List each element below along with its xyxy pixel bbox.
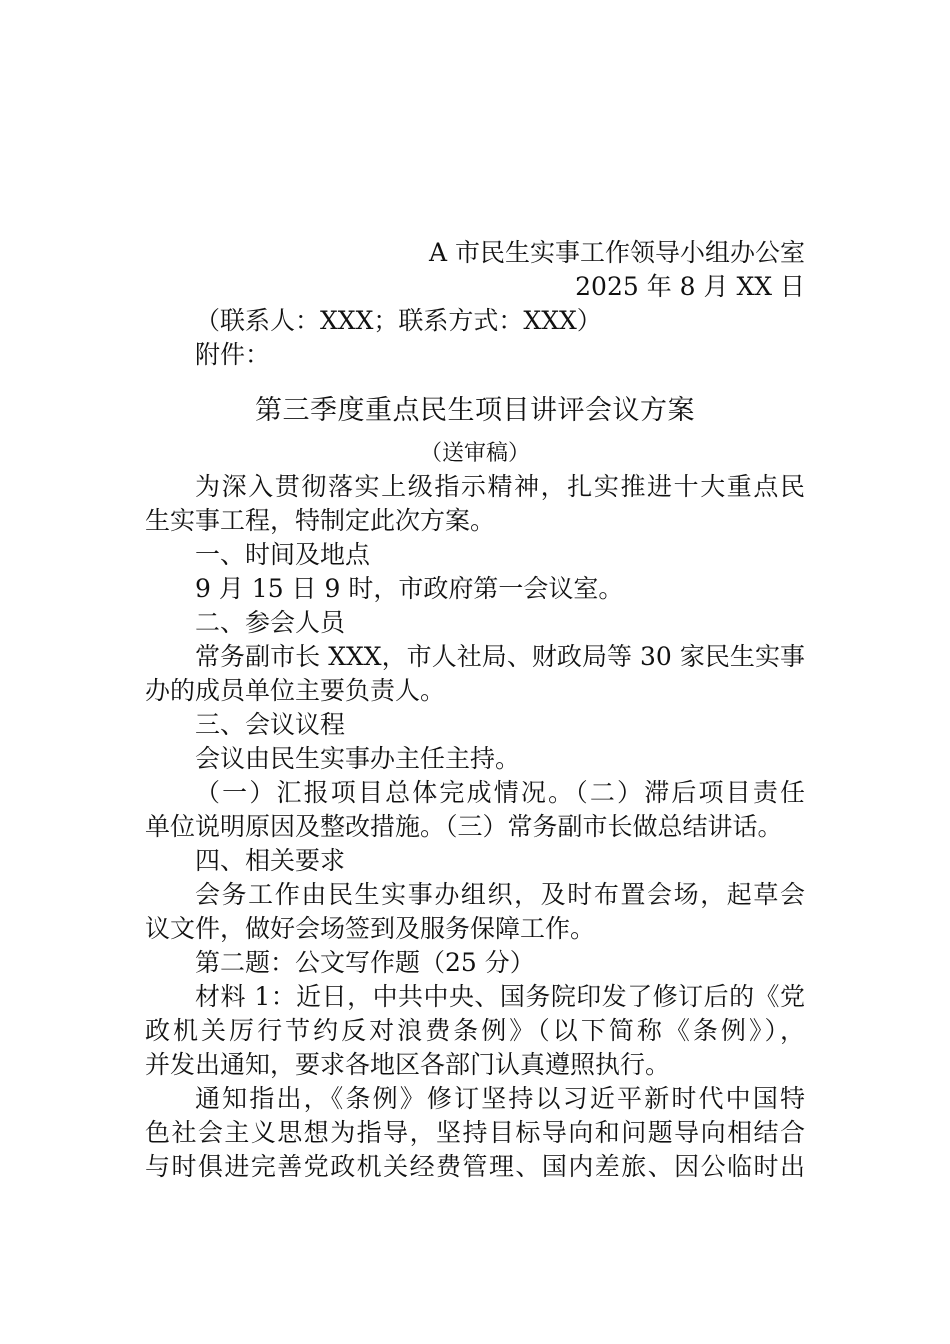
section-3-heading: 三、会议议程 [195,710,346,739]
notice-line: 通知指出，《条例》修订坚持以习近平新时代中国特 [195,1084,805,1113]
material-1-line: 材料 1：近日，中共中央、国务院印发了修订后的《党 [195,982,805,1011]
material-1-line: 政机关厉行节约反对浪费条例》（以下简称《条例》）， [145,1016,805,1045]
signature-date: 2025 年 8 月 XX 日 [575,272,805,301]
section-2-body [145,640,805,708]
section-4-body [145,878,805,946]
section-1-body: 9 月 15 日 9 时，市政府第一会议室。 [195,574,624,603]
section-3-line: （一）汇报项目总体完成情况。（二）滞后项目责任 [195,778,805,807]
section-3-line: 单位说明原因及整改措施。（三）常务副市长做总结讲话。 [145,812,783,841]
notice-line: 与时俱进完善党政机关经费管理、国内差旅、因公临时出 [145,1152,805,1181]
section-3-body-1: 会议由民生实事办主任主持。 [195,744,521,773]
attachment-label: 附件： [195,340,271,369]
section-4-heading: 四、相关要求 [195,846,346,875]
intro-line: 生实事工程，特制定此次方案。 [145,506,496,535]
section-3-agenda [145,776,805,844]
section-4-line: 会务工作由民生实事办组织，及时布置会场，起草会 [195,880,805,909]
section-2-heading: 二、参会人员 [195,608,346,637]
plan-subtitle: （送审稿） [419,441,530,466]
material-1-line: 并发出通知，要求各地区各部门认真遵照执行。 [145,1050,671,1079]
plan-title: 第三季度重点民生项目讲评会议方案 [255,395,695,426]
document-page [145,236,805,1184]
section-4-line: 议文件，做好会场签到及服务保障工作。 [145,914,596,943]
notice-paragraph [145,1082,805,1184]
material-1-paragraph [145,980,805,1082]
section-1-heading: 一、时间及地点 [195,540,371,569]
contact-line: （联系人：XXX；联系方式：XXX） [195,306,602,335]
section-2-line: 办的成员单位主要负责人。 [145,676,446,705]
intro-paragraph [145,470,805,538]
section-2-line: 常务副市长 XXX，市人社局、财政局等 30 家民生实事 [195,642,805,671]
signature-org: A 市民生实事工作领导小组办公室 [428,238,805,267]
notice-line: 色社会主义思想为指导，坚持目标导向和问题导向相结合 [145,1118,805,1147]
question-2-heading: 第二题：公文写作题（25 分） [195,948,535,977]
intro-line: 为深入贯彻落实上级指示精神，扎实推进十大重点民 [195,472,805,501]
